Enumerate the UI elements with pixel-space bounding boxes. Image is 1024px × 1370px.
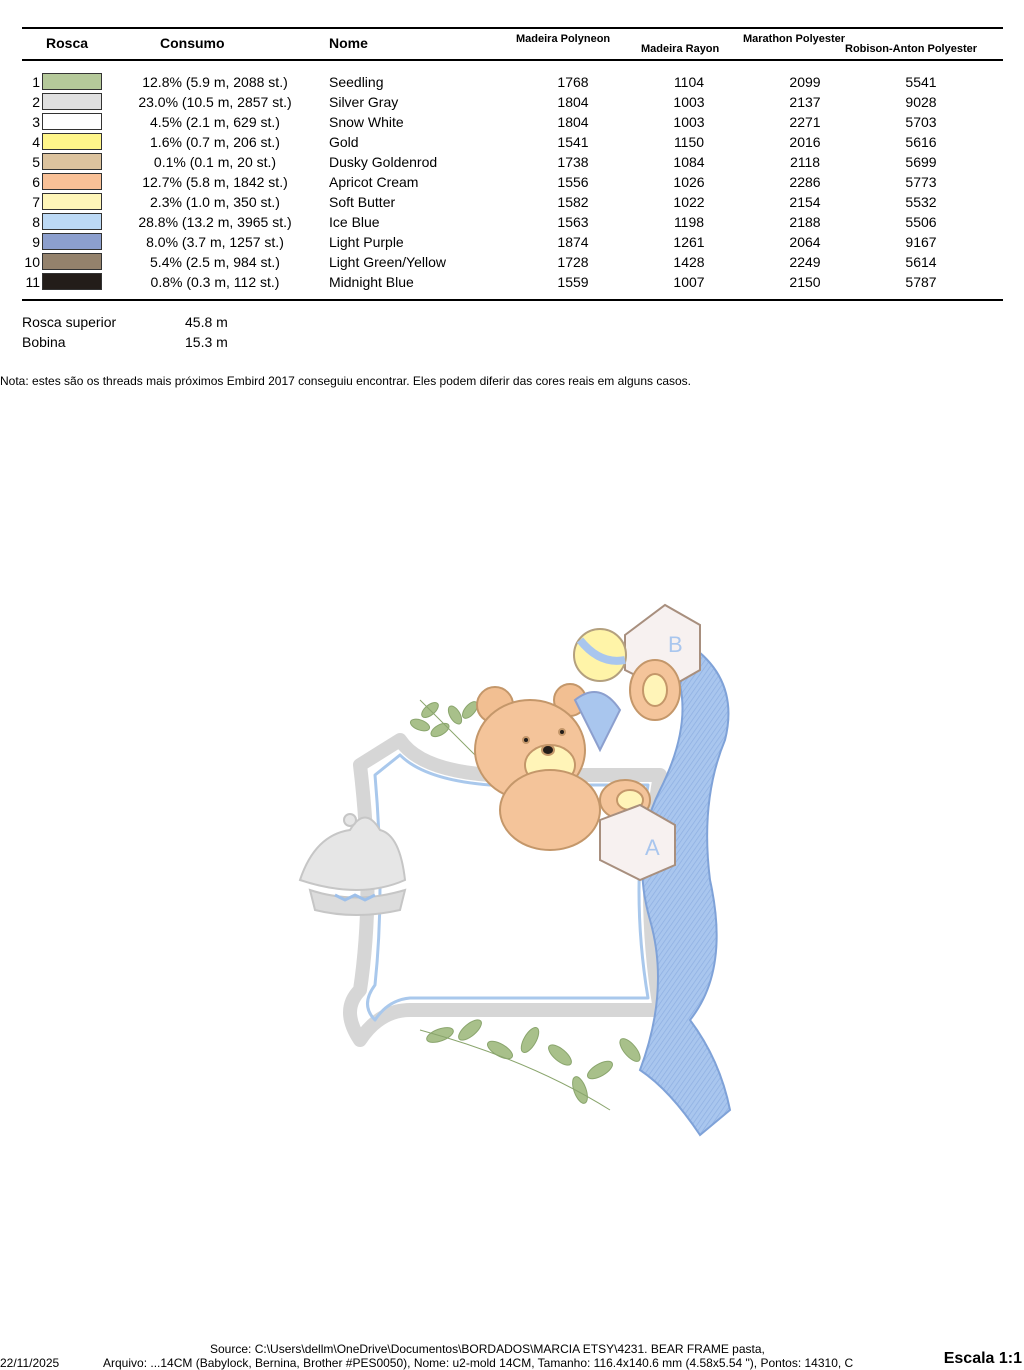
marathon-polyester-code: 2064 xyxy=(789,234,821,250)
robison-anton-code: 9167 xyxy=(905,234,937,250)
table-top-rule xyxy=(22,27,1003,29)
madeira-polyneon-code: 1556 xyxy=(557,174,589,190)
marathon-polyester-code: 2249 xyxy=(789,254,821,270)
color-swatch xyxy=(42,213,102,230)
thread-index: 10 xyxy=(24,254,40,270)
color-swatch xyxy=(42,133,102,150)
marathon-polyester-code: 2188 xyxy=(789,214,821,230)
madeira-rayon-code: 1261 xyxy=(673,234,705,250)
thread-consumption: 0.8% (0.3 m, 112 st.) xyxy=(150,274,280,290)
color-swatch xyxy=(42,153,102,170)
header-madeira-rayon: Madeira Rayon xyxy=(641,43,720,55)
table-row xyxy=(0,112,1024,132)
bobina-label: Bobina xyxy=(22,334,66,350)
color-swatch xyxy=(42,193,102,210)
thread-name: Soft Butter xyxy=(329,194,396,210)
color-swatch xyxy=(42,93,102,110)
madeira-rayon-code: 1026 xyxy=(673,174,705,190)
robison-anton-code: 5699 xyxy=(905,154,937,170)
thread-name: Light Purple xyxy=(329,234,404,250)
marathon-polyester-code: 2099 xyxy=(789,74,821,90)
madeira-polyneon-code: 1559 xyxy=(557,274,589,290)
robison-anton-code: 5506 xyxy=(905,214,937,230)
bobina-value: 15.3 m xyxy=(185,334,228,350)
header-consumo: Consumo xyxy=(160,35,225,51)
table-row xyxy=(0,92,1024,112)
madeira-polyneon-code: 1541 xyxy=(557,134,589,150)
thread-name: Seedling xyxy=(329,74,384,90)
madeira-rayon-code: 1198 xyxy=(673,214,705,230)
thread-name: Silver Gray xyxy=(329,94,399,110)
table-row xyxy=(0,172,1024,192)
thread-name: Light Green/Yellow xyxy=(329,254,447,270)
marathon-polyester-code: 2154 xyxy=(789,194,821,210)
madeira-rayon-code: 1428 xyxy=(673,254,705,270)
marathon-polyester-code: 2118 xyxy=(789,154,821,170)
footer-date: 22/11/2025 xyxy=(0,1356,60,1370)
thread-index: 5 xyxy=(32,154,40,170)
thread-index: 4 xyxy=(32,134,40,150)
thread-consumption: 23.0% (10.5 m, 2857 st.) xyxy=(138,94,292,110)
rosca-superior-label: Rosca superior xyxy=(22,314,117,330)
table-row xyxy=(0,152,1024,172)
robison-anton-code: 5614 xyxy=(905,254,937,270)
robison-anton-code: 5773 xyxy=(905,174,937,190)
marathon-polyester-code: 2016 xyxy=(789,134,821,150)
madeira-polyneon-code: 1728 xyxy=(557,254,589,270)
thread-consumption: 5.4% (2.5 m, 984 st.) xyxy=(150,254,280,270)
footer-arquivo: Arquivo: ...14CM (Babylock, Bernina, Brother #PES0050), Nome: u2-mold 14CM, Tamanho: 116.4x140.6 mm (4.58x5.54 "), Pontos: 14310, C xyxy=(103,1356,854,1370)
thread-consumption: 28.8% (13.2 m, 3965 st.) xyxy=(138,214,292,230)
block-a-letter: A xyxy=(645,835,660,860)
thread-consumption: 0.1% (0.1 m, 20 st.) xyxy=(153,154,277,170)
marathon-polyester-code: 2150 xyxy=(789,274,821,290)
table-bottom-rule xyxy=(22,299,1003,301)
madeira-rayon-code: 1022 xyxy=(673,194,705,210)
thread-consumption: 12.7% (5.8 m, 1842 st.) xyxy=(142,174,288,190)
scale-label: Escala 1:1 xyxy=(943,1350,1022,1367)
robison-anton-code: 5616 xyxy=(905,134,937,150)
madeira-polyneon-code: 1804 xyxy=(557,114,589,130)
madeira-polyneon-code: 1738 xyxy=(557,154,589,170)
madeira-rayon-code: 1084 xyxy=(673,154,705,170)
embroidery-design xyxy=(280,590,750,1150)
thread-name: Snow White xyxy=(329,114,404,130)
thread-name: Gold xyxy=(329,134,359,150)
thread-index: 7 xyxy=(32,194,40,210)
color-swatch xyxy=(42,273,102,290)
robison-anton-code: 5703 xyxy=(905,114,937,130)
robison-anton-code: 5787 xyxy=(905,274,937,290)
thread-name: Dusky Goldenrod xyxy=(329,154,438,170)
thread-consumption: 8.0% (3.7 m, 1257 st.) xyxy=(146,234,284,250)
table-row xyxy=(0,212,1024,232)
thread-consumption: 12.8% (5.9 m, 2088 st.) xyxy=(142,74,288,90)
footer-source: Source: C:\Users\dellm\OneDrive\Documentos\BORDADOS\MARCIA ETSY\4231. BEAR FRAME pasta, xyxy=(210,1342,765,1356)
marathon-polyester-code: 2271 xyxy=(789,114,821,130)
marathon-polyester-code: 2286 xyxy=(789,174,821,190)
header-rosca: Rosca xyxy=(46,35,89,51)
header-robison-anton-polyester: Robison-Anton Polyester xyxy=(845,43,978,55)
thread-index: 9 xyxy=(32,234,40,250)
color-swatch xyxy=(42,233,102,250)
thread-index: 8 xyxy=(32,214,40,230)
madeira-rayon-code: 1003 xyxy=(673,94,705,110)
header-madeira-polyneon: Madeira Polyneon xyxy=(516,33,611,45)
thread-index: 2 xyxy=(32,94,40,110)
table-row xyxy=(0,252,1024,272)
rosca-superior-value: 45.8 m xyxy=(185,314,228,330)
thread-index: 3 xyxy=(32,114,40,130)
marathon-polyester-code: 2137 xyxy=(789,94,821,110)
table-header-rule xyxy=(22,59,1003,61)
header-nome: Nome xyxy=(329,35,368,51)
table-row xyxy=(0,132,1024,152)
madeira-polyneon-code: 1582 xyxy=(557,194,589,210)
thread-name: Ice Blue xyxy=(329,214,380,230)
robison-anton-code: 9028 xyxy=(905,94,937,110)
leaf-branch-bottom xyxy=(420,1016,644,1110)
table-row xyxy=(0,232,1024,252)
block-b-letter: B xyxy=(668,632,683,657)
madeira-rayon-code: 1150 xyxy=(673,134,705,150)
robison-anton-code: 5541 xyxy=(905,74,937,90)
table-row xyxy=(0,72,1024,92)
ball-icon xyxy=(574,629,626,681)
color-swatch xyxy=(42,73,102,90)
madeira-polyneon-code: 1768 xyxy=(557,74,589,90)
thread-consumption: 1.6% (0.7 m, 206 st.) xyxy=(150,134,280,150)
thread-index: 11 xyxy=(25,274,40,290)
header-marathon-polyester: Marathon Polyester xyxy=(743,33,846,45)
thread-index: 6 xyxy=(32,174,40,190)
madeira-polyneon-code: 1563 xyxy=(557,214,589,230)
madeira-rayon-code: 1007 xyxy=(673,274,705,290)
thread-consumption: 4.5% (2.1 m, 629 st.) xyxy=(150,114,280,130)
table-row xyxy=(0,272,1024,292)
thread-consumption: 2.3% (1.0 m, 350 st.) xyxy=(150,194,280,210)
color-swatch xyxy=(42,173,102,190)
thread-name: Apricot Cream xyxy=(329,174,419,190)
madeira-rayon-code: 1104 xyxy=(673,74,705,90)
thread-note: Nota: estes são os threads mais próximos Embird 2017 conseguiu encontrar. Eles podem diferir das cores reais em alguns casos. xyxy=(0,374,692,388)
robison-anton-code: 5532 xyxy=(905,194,937,210)
thread-name: Midnight Blue xyxy=(329,274,414,290)
crown-icon xyxy=(300,814,405,915)
madeira-polyneon-code: 1874 xyxy=(557,234,589,250)
madeira-polyneon-code: 1804 xyxy=(557,94,589,110)
color-swatch xyxy=(42,253,102,270)
color-swatch xyxy=(42,113,102,130)
thread-index: 1 xyxy=(32,74,40,90)
table-row xyxy=(0,192,1024,212)
madeira-rayon-code: 1003 xyxy=(673,114,705,130)
